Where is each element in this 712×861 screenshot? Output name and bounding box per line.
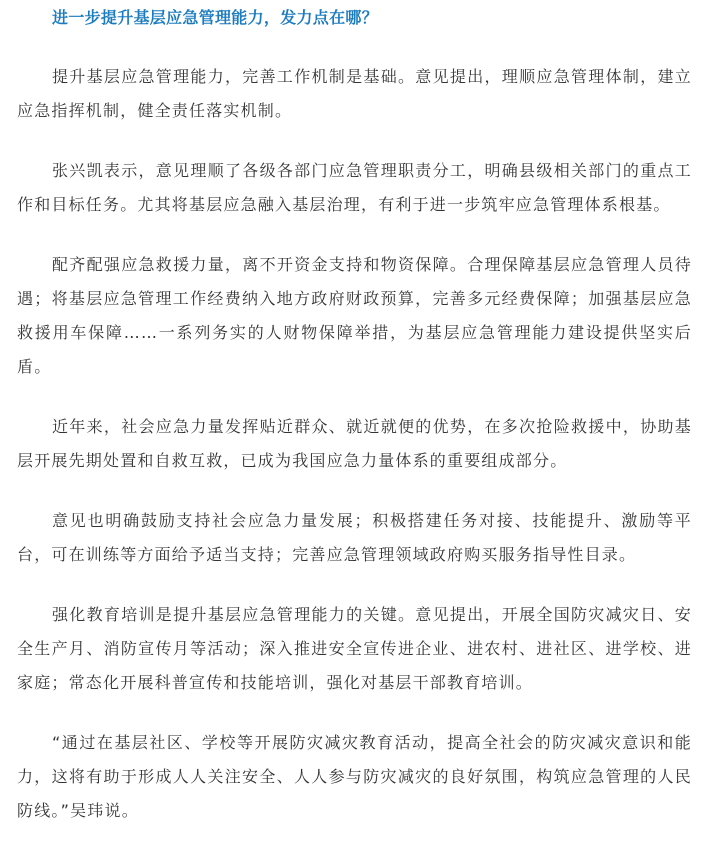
paragraph-social-forces: 近年来，社会应急力量发挥贴近群众、就近就便的优势，在多次抢险救援中，协助基层开展先期处置和自救互救，已成为我国应急力量体系的重要组成部分。 [17, 417, 692, 470]
paragraph-work-mechanism: 提升基层应急管理能力，完善工作机制是基础。意见提出，理顺应急管理体制，建立应急指挥机制，健全责任落实机制。 [17, 67, 692, 120]
section-heading: 进一步提升基层应急管理能力，发力点在哪？ [52, 8, 379, 27]
paragraph-education-training: 强化教育培训是提升基层应急管理能力的关键。意见提出，开展全国防灾减灾日、安全生产月、消防宣传月等活动；深入推进安全宣传进企业、进农村、进社区、进学校、进家庭；常态化开展科普宣传和技能培训，强化对基层干部教育培训。 [17, 605, 692, 692]
paragraph-zhang-xingkai: 张兴凯表示，意见理顺了各级各部门应急管理职责分工，明确县级相关部门的重点工作和目标任务。尤其将基层应急融入基层治理，有利于进一步筑牢应急管理体系根基。 [17, 161, 692, 214]
paragraph-wu-wei-quote: “通过在基层社区、学校等开展防灾减灾教育活动，提高全社会的防灾减灾意识和能力，这将有助于形成人人关注安全、人人参与防灾减灾的良好氛围，构筑应急管理的人民防线。”吴玮说。 [17, 733, 692, 820]
paragraph-encourage-support: 意见也明确鼓励支持社会应急力量发展；积极搭建任务对接、技能提升、激励等平台，可在训练等方面给予适当支持；完善应急管理领域政府购买服务指导性目录。 [17, 511, 692, 564]
paragraph-funding-support: 配齐配强应急救援力量，离不开资金支持和物资保障。合理保障基层应急管理人员待遇；将基层应急管理工作经费纳入地方政府财政预算，完善多元经费保障；加强基层应急救援用车保障……一系列务实的人财物保障举措，为基层应急管理能力建设提供坚实后盾。 [17, 255, 692, 376]
article-body [0, 6, 712, 828]
